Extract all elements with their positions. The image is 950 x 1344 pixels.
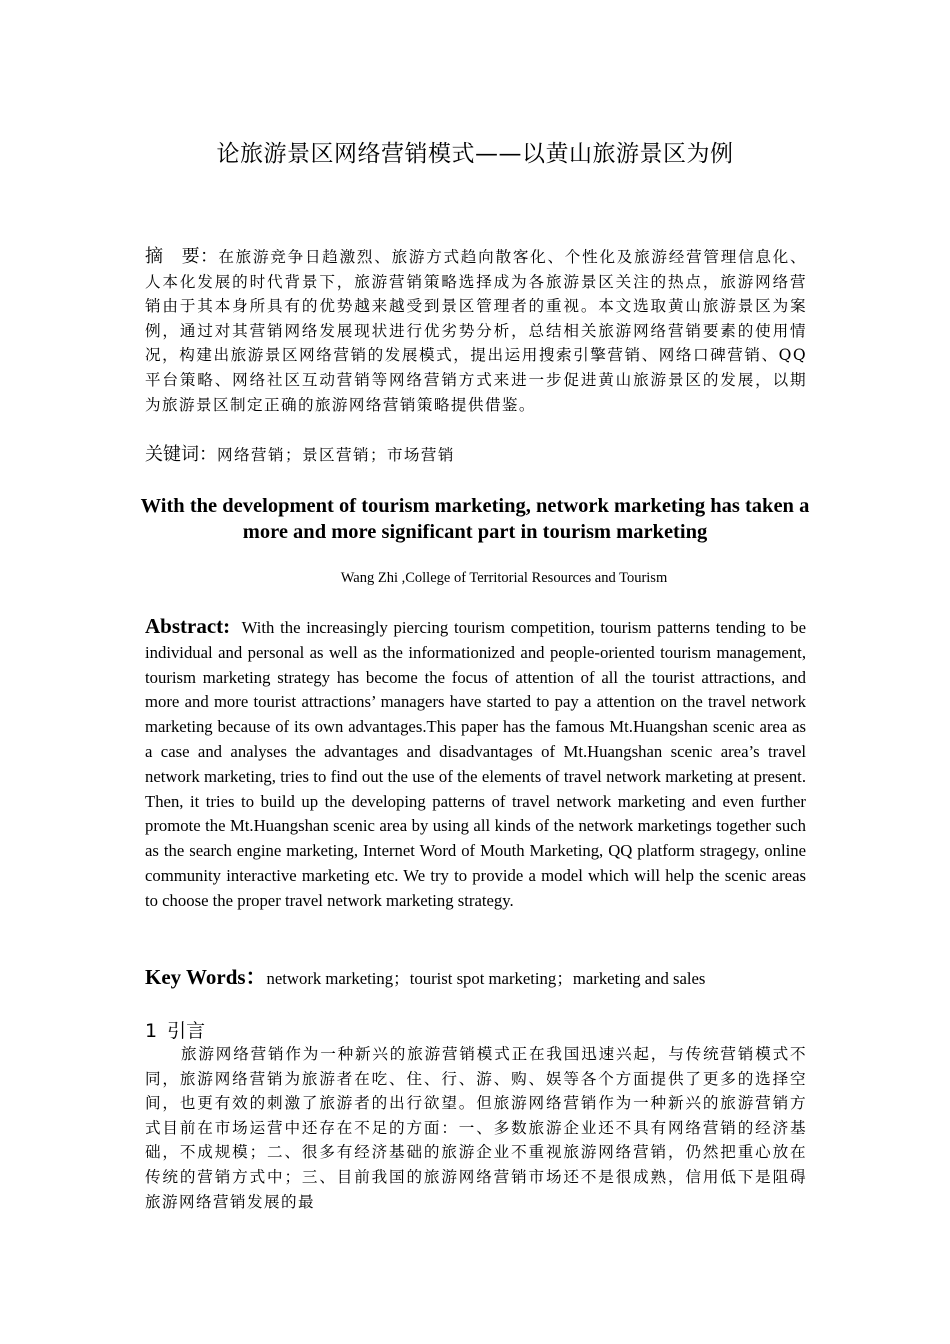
chinese-keywords-label: 关键词： xyxy=(145,444,217,465)
english-keywords xyxy=(145,963,806,993)
section-heading xyxy=(145,1016,205,1043)
chinese-abstract-text: 在旅游竞争日趋激烈、旅游方式趋向散客化、个性化及旅游经营管理信息化、人本化发展的时代背景下，旅游营销策略选择成为各旅游景区关注的热点，旅游网络营销由于其本身所具有的优势越来越受到景区管理者的重视。本文选取黄山旅游景区为案例，通过对其营销网络发展现状进行优劣势分析，总结相关旅游网络营销要素的使用情况，构建出旅游景区网络营销的发展模式，提出运用搜索引擎营销、网络口碑营销、QQ平台策略、网络社区互动营销等网络营销方式来进一步促进黄山旅游景区的发展，以期为旅游景区制定正确的旅游网络营销策略提供借鉴。 xyxy=(145,248,807,414)
chinese-keywords-text: 网络营销；景区营销；市场营销 xyxy=(217,446,455,464)
english-abstract xyxy=(145,614,806,914)
author-affiliation: Wang Zhi ,College of Territorial Resources and Tourism xyxy=(340,570,668,586)
section-body-paragraph: 旅游网络营销作为一种新兴的旅游营销模式正在我国迅速兴起，与传统营销模式不同，旅游网络营销为旅游者在吃、住、行、游、购、娱等各个方面提供了更多的选择空间，也更有效的刺激了旅游者的出行欲望。但旅游网络营销作为一种新兴的旅游营销方式目前在市场运营中还存在不足的方面：一、多数旅游企业还不具有网络营销的经济基础，不成规模；二、很多有经济基础的旅游企业不重视旅游网络营销，仍然把重心放在传统的营销方式中；三、目前我国的旅游网络营销市场还不是很成熟，信用低下是阻碍旅游网络营销发展的最 xyxy=(145,1045,807,1211)
chinese-keywords xyxy=(145,443,807,468)
chinese-abstract xyxy=(145,245,807,417)
english-abstract-text: With the increasingly piercing tourism competition, tourism patterns tending to be individual and personal as well as the informationized and people-oriented tourism management, tourism marketing strategy has become the focus of attention of all the tourist attractions, and more and more tourist attractions’ managers have started to pay a attention on the travel network marketing because of its own advantages.This paper has the famous Mt.Huangshan scenic area as a case and analyses the advantages and disadvantages of Mt.Huangshan scenic area’s travel network marketing, tries to find out the use of the elements of travel network marketing at present. Then, it tries to build up the developing patterns of travel network marketing and even further promote the Mt.Huangshan scenic area by using all kinds of the network marketings together such as the search engine marketing, Internet Word of Mouth Marketing, QQ platform stragegy, online community interactive marketing etc. We try to provide a model which will help the scenic areas to choose the proper travel network marketing strategy. xyxy=(145,618,807,910)
english-keywords-text: network marketing；tourist spot marketing；marketing and sales xyxy=(266,969,706,988)
chinese-title: 论旅游景区网络营销模式——以黄山旅游景区为例 xyxy=(216,141,734,167)
english-abstract-label: Abstract: xyxy=(145,614,231,638)
section-title: 引言 xyxy=(167,1020,206,1042)
chinese-abstract-label: 摘 要： xyxy=(145,246,219,267)
english-keywords-label: Key Words： xyxy=(145,965,267,989)
section-number: 1 xyxy=(145,1020,158,1042)
english-title: With the development of tourism marketing, network marketing has taken a more and more significant part in tourism marketing xyxy=(140,495,810,543)
